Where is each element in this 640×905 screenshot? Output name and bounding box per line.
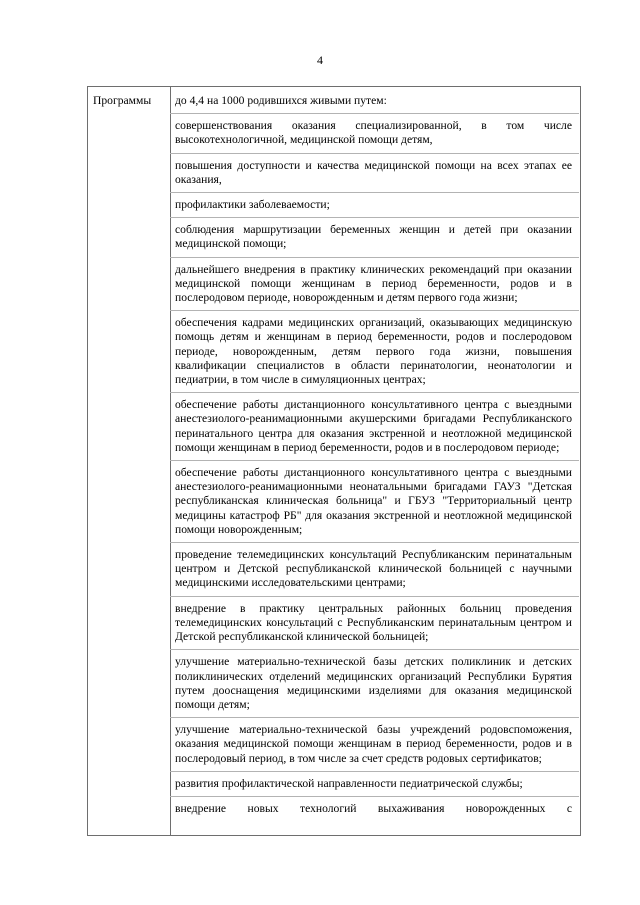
row-separator: [170, 717, 579, 718]
list-item: обеспечение работы дистанционного консультативного центра с выездными анестезиолого-реанимационными неонатальными бригадами ГАУЗ "Детская республиканская клиническая больница" и ГБУЗ "Территориальный центр медицины катастроф РБ" для оказания экстренной и неотложной медицинской помощи новорожденным;: [175, 466, 572, 536]
list-item: улучшение материально-технической базы детских поликлиник и детских поликлинических отделений медицинских организаций Республики Бурятия путем дооснащения медицинскими изделиями для оказания медицинской помощи детям;: [175, 655, 572, 711]
row-separator: [170, 796, 579, 797]
row-separator: [170, 649, 579, 650]
list-item: улучшение материально-технической базы учреждений родовспоможения, оказания медицинской помощи женщинам в период беременности, родов и в послеродовый период, в том числе за счет средств родовых сертификатов;: [175, 723, 572, 765]
row-content: [175, 94, 572, 822]
list-item: внедрение новых технологий выхаживания новорожденных с: [175, 801, 572, 815]
row-separator: [170, 460, 579, 461]
list-item: совершенствования оказания специализированной, в том числе высокотехнологичной, медицинской помощи детям,: [175, 119, 572, 147]
row-separator: [170, 113, 579, 114]
list-item: развития профилактической направленности педиатрической службы;: [175, 776, 523, 790]
list-item: проведение телемедицинских консультаций Республиканским перинатальным центром и Детской республиканской клинической больницей с научными медицинскими исследовательскими центрами;: [175, 548, 572, 590]
row-separator: [170, 596, 579, 597]
row-separator: [170, 153, 579, 154]
list-item: повышения доступности и качества медицинской помощи на всех этапах ее оказания,: [175, 158, 572, 186]
row-separator: [170, 771, 579, 772]
page-number: 4: [317, 53, 323, 67]
program-table: [87, 86, 581, 836]
row-separator: [170, 542, 579, 543]
row-separator: [170, 257, 579, 258]
row-separator: [170, 217, 579, 218]
list-item: дальнейшего внедрения в практику клинических рекомендаций при оказании медицинской помощи женщинам в период беременности, родов и в послеродовом периоде, новорожденным и детям первого года жизни;: [175, 262, 572, 305]
row-separator: [170, 392, 579, 393]
list-item: соблюдения маршрутизации беременных женщин и детей при оказании медицинской помощи;: [175, 223, 572, 251]
row-separator: [170, 192, 579, 193]
list-item: внедрение в практику центральных районных больниц проведения телемедицинских консультаций с Республиканским перинатальным центром и Детской республиканской клинической больницей;: [175, 601, 572, 644]
row-label: Программы: [93, 94, 152, 107]
list-item: профилактики заболеваемости;: [175, 198, 330, 212]
list-item: до 4,4 на 1000 родившихся живыми путем:: [175, 94, 387, 107]
list-item: обеспечение работы дистанционного консультативного центра с выездными анестезиолого-реанимационными акушерскими бригадами Республиканского перинатального центра для оказания экстренной и неотложной медицинской помощи женщинам в период беременности, родов и в послеродовом периоде;: [175, 398, 572, 454]
list-item: обеспечения кадрами медицинских организаций, оказывающих медицинскую помощь детям и женщинам в период беременности, родов и послеродовом периоде, новорожденным, детям первого года жизни, повышения квалификации специалистов в области перинатологии, неонатологии и педиатрии, в том числе в симуляционных центрах;: [175, 316, 572, 387]
row-separator: [170, 310, 579, 311]
